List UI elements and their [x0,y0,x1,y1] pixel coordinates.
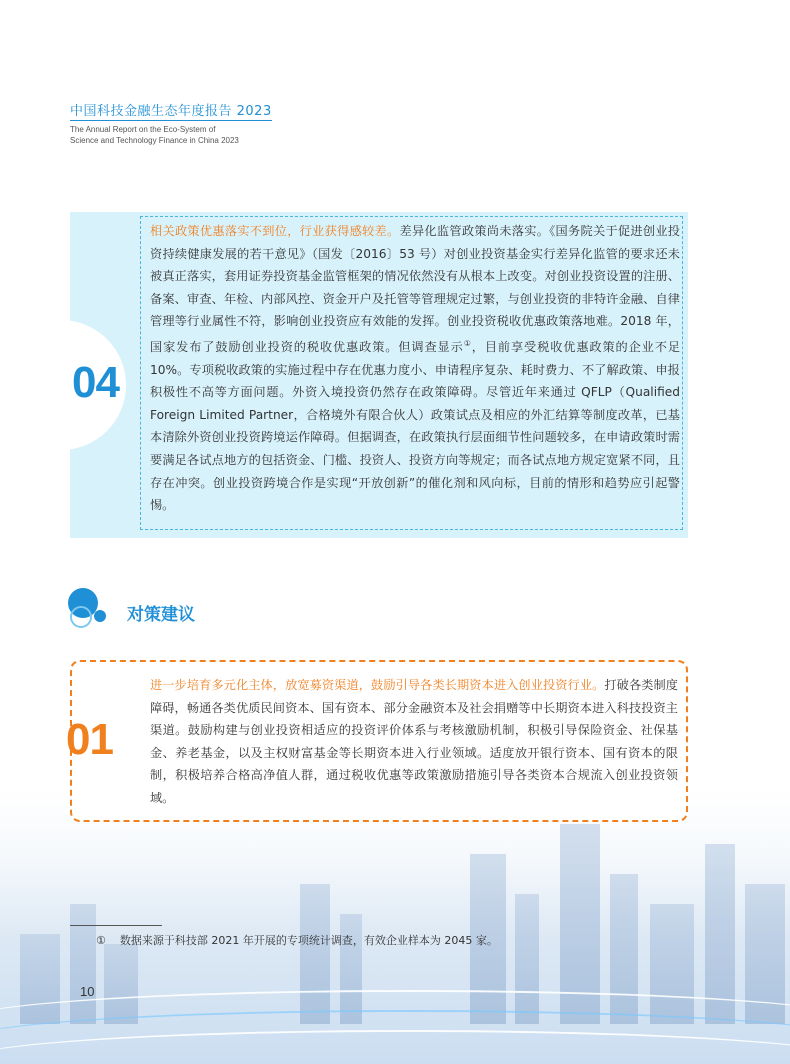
footnote-ref[interactable]: ① [463,338,472,348]
report-title-en [70,124,239,146]
issue-body-part2: ，目前享受税收优惠政策的企业不足 10%。专项税收政策的实施过程中存在优惠力度小、申请程序复杂、耗时费力、不了解政策、申报积极性不高等方面问题。外资入境投资仍然存在政策障碍。尽管近年来通过 QFLP（Qualified Foreign Limited Partner，合格境外有限合伙人）政策试点及相应的外汇结算等制度改革，已基本清除外资创业投资跨境运作障碍。但据调查，在政策执行层面细节性问题较多，在申请政策时需要满足各试点地方的包括资金、门槛、投资人、投资方向等规定；而各试点地方规定宽紧不同，且存在冲突。创业投资跨境合作是实现“开放创新”的催化剂和风向标，目前的情形和趋势应引起警惕。 [150,340,681,513]
footnote-mark: ① [96,934,106,947]
city-background-image [0,790,790,1064]
footnote-divider [70,925,162,926]
recommendation-number: 01 [66,715,113,764]
recommendation-body: 打破各类制度障碍，畅通各类优质民间资本、国有资本、部分金融资本及社会捐赠等中长期资本进入科技投资主渠道。鼓励构建与创业投资相适应的投资评价体系与考核激励机制，积极引导保险资金、社保基金、养老基金，以及主权财富基金等长期资本进入行业领域。适度放开银行资本、国有资本的限制，积极培养合格高净值人群，通过税收优惠等政策激励措施引导各类资本合规流入创业投资领域。 [150,678,678,805]
page-number: 10 [80,984,95,999]
report-title-cn: 中国科技金融生态年度报告 2023 [70,104,272,119]
recommendation-lead: 进一步培育多元化主体，放宽募资渠道，鼓励引导各类长期资本进入创业投资行业。 [150,678,605,692]
footnote [96,932,498,948]
footnote-text: 数据来源于科技部 2021 年开展的专项统计调查，有效企业样本为 2045 家。 [119,934,498,947]
report-title-en-line1: The Annual Report on the Eco-System of [70,125,216,134]
issue-lead: 相关政策优惠落实不到位，行业获得感较差。 [150,224,400,238]
recommendation-paragraph [150,674,678,810]
issue-paragraph [150,220,680,517]
issue-number: 04 [72,358,119,407]
section-title: 对策建议 [127,605,195,625]
report-title-en-line2: Science and Technology Finance in China 2023 [70,136,239,145]
header-divider [70,120,272,121]
section-dots-icon [68,588,116,632]
issue-body-part1: 差异化监管政策尚未落实。《国务院关于促进创业投资持续健康发展的若干意见》（国发〔2016〕53 号）对创业投资基金实行差异化监管的要求还未被真正落实，套用证券投资基金监管框架的情况依然没有从根本上改变。对创业投资设置的注册、备案、审查、年检、内部风控、资金开户及托管等管理规定过繁，与创业投资的非特许金融、自律管理等行业属性不符，影响创业投资应有效能的发挥。创业投资税收优惠政策落地难。2018 年，国家发布了鼓励创业投资的税收优惠政策。但调查显示 [150,224,680,355]
